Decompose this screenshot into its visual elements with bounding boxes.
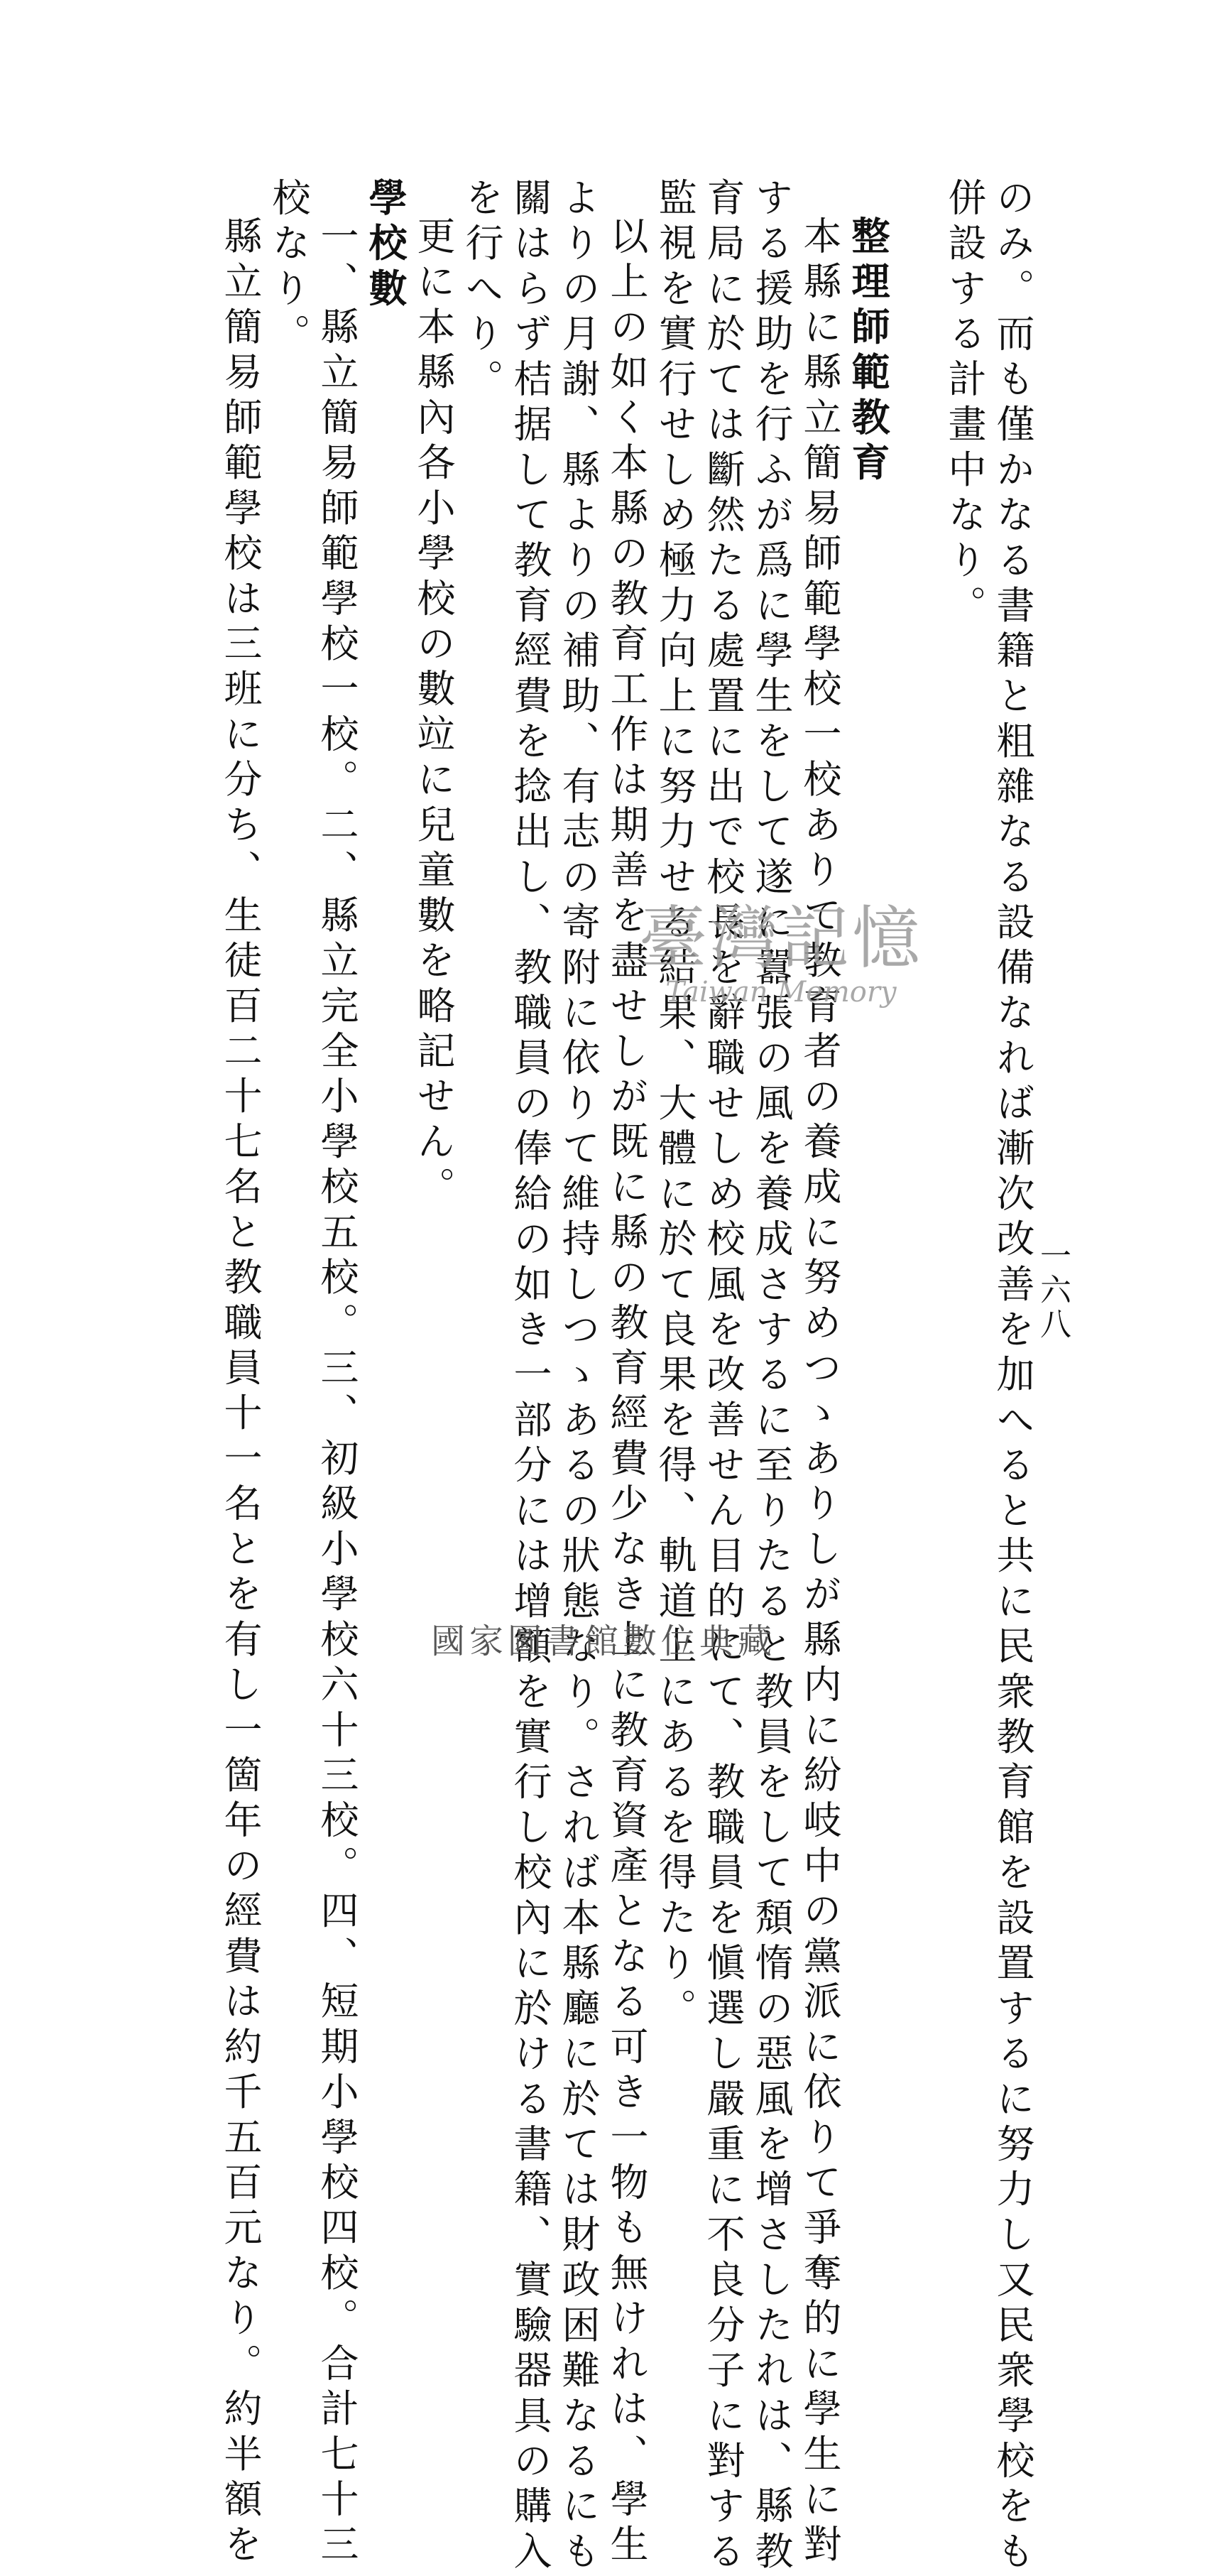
text-column: 更に本縣內各小學校の數竝に兒童數を略記せん。 [411, 216, 456, 1212]
text-column: 關はらず桔据して教育經費を捻出し、教職員の俸給の如き一部分には增額を實行し校內に於ける書籍、實驗器具の購入 [508, 178, 552, 2576]
taiwan-memory-watermark [639, 884, 923, 1009]
text-column: 校なり。 [266, 178, 311, 359]
text-column: 併設する計畫中なり。 [942, 178, 987, 631]
watermark-chinese: 臺灣記憶 [639, 898, 923, 978]
subsection-heading: 學校數 [363, 178, 408, 314]
text-column: 一、縣立簡易師範學校一校。二、縣立完全小學校五校。三、初級小學校六十三校。四、短期小學校四校。合計七十三 [315, 216, 359, 2570]
text-column: 以上の如く本縣の教育工作は期善を盡せしが既に縣の教育經費少なき上に教育資產となる可き一物も無けれは、學生 [604, 216, 649, 2570]
watermark-english: Taiwan Memory [665, 976, 897, 1009]
footer-caption: 國家圖書館數位典藏 [430, 1621, 776, 1661]
page-number: 一六八 [1034, 1239, 1071, 1342]
section-heading: 整理師範教育 [846, 216, 890, 488]
text-column: よりの月謝、縣よりの補助、有志の寄附に依りて維持しつゝあるの狀態なり。されば本縣廳に於ては財政困難なるにも [556, 178, 601, 2576]
text-column: 監視を實行せしめ極力向上に努力せる結果、大體に於て良果を得、軌道上にあるを得たり。 [652, 178, 697, 2033]
text-column: のみ。而も僅かなる書籍と粗雜なる設備なれば漸次改善を加へると共に民衆教育館を設置するに努力し又民衆學校をも [990, 178, 1035, 2576]
text-column: 育局に於ては斷然たる處置に出で校長を辭職せしめ校風を改善せん目的にて、教職員を愼選し嚴重に不良分子に對する [701, 178, 746, 2576]
text-column: する援助を行ふが爲に學生をして遂に囂張の風を養成さするに至りたると教員をして頽惰の惡風を增さしたれは、縣教 [749, 178, 794, 2576]
text-column: 本縣に縣立簡易師範學校一校ありて教育者の養成に努めつゝありしが縣内に紛岐中の黨派に依りて爭奪的に學生に對 [797, 216, 842, 2570]
text-column: を行へり。 [459, 178, 504, 404]
text-column: 縣立簡易師範學校は三班に分ち、生徒百二十七名と教職員十一名とを有し一箇年の經費は約千五百元なり。約半額を [218, 216, 263, 2570]
